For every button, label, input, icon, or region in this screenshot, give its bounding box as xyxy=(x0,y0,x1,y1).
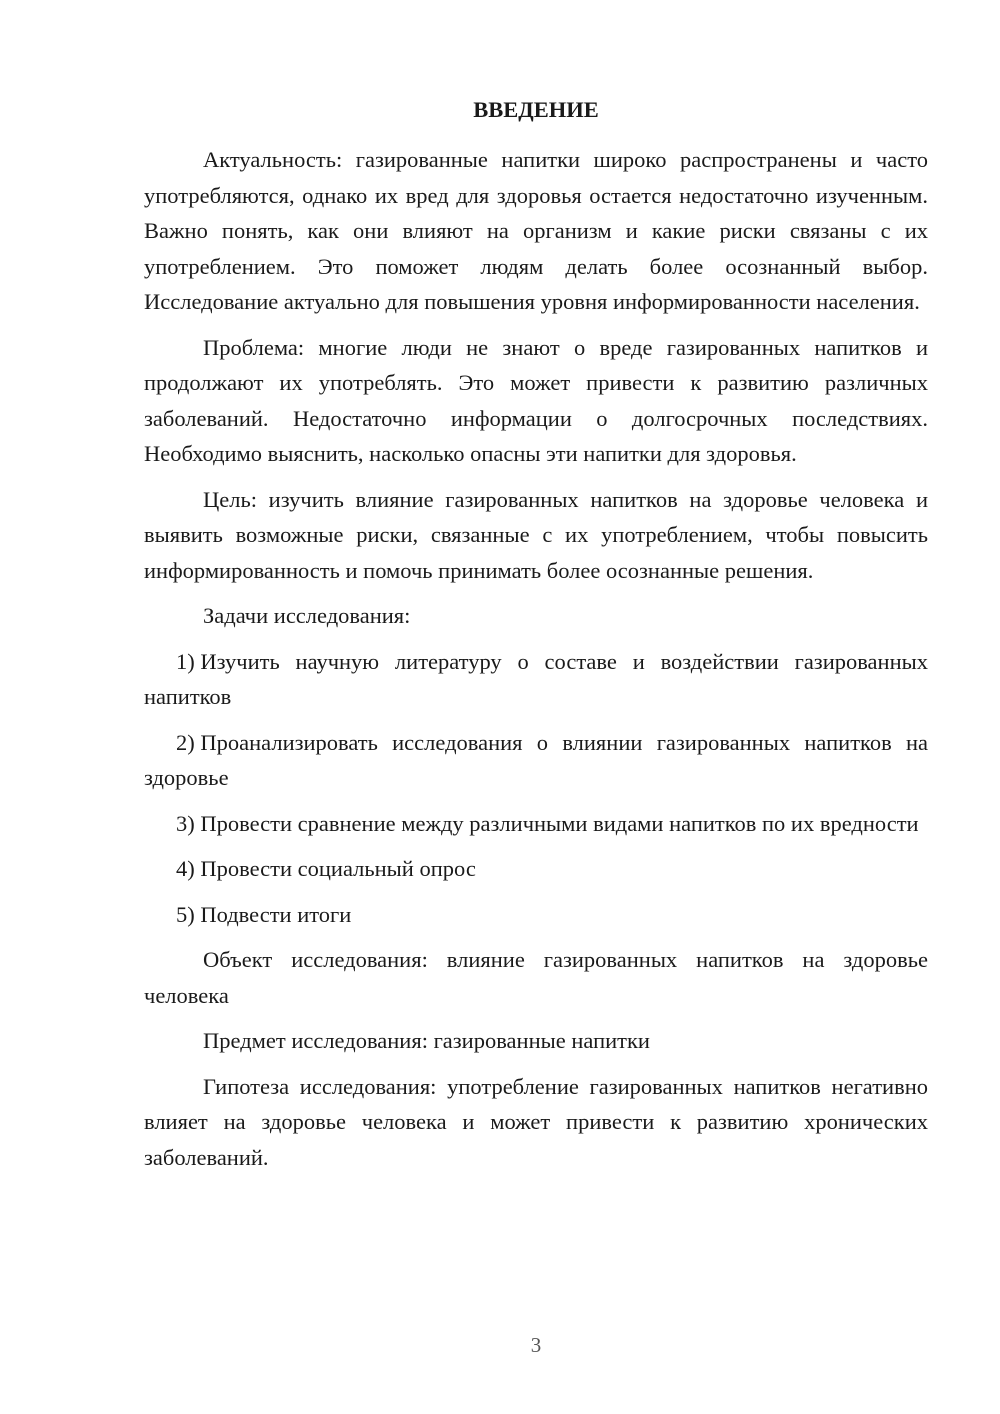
task-number: 5) xyxy=(176,901,195,927)
page-title: ВВЕДЕНИЕ xyxy=(473,97,599,122)
tasks-heading: Задачи исследования: xyxy=(203,603,411,628)
problem-paragraph: Проблема: многие люди не знают о вреде газированных напитков и продолжают их употреблять. Это может привести к развитию различных заболеваний. Недостаточно информации о долгосрочных последствиях. Необходимо выяснить, насколько опасны эти напитки для здоровья. xyxy=(144,334,928,466)
task-item-5 xyxy=(144,897,928,933)
page-number: 3 xyxy=(530,1333,542,1357)
hypothesis-paragraph: Гипотеза исследования: употребление газированных напитков негативно влияет на здоровье человека и может привести к развитию хронических заболеваний. xyxy=(144,1073,928,1170)
subject-paragraph: Предмет исследования: газированные напитки xyxy=(203,1028,650,1053)
relevance-paragraph: Актуальность: газированные напитки широко распространены и часто употребляются, однако их вред для здоровья остается недостаточно изученным. Важно понять, как они влияют на организм и какие риски связаны с их употреблением. Это поможет людям делать более осознанный выбор. Исследование актуально для повышения уровня информированности населения. xyxy=(144,147,928,314)
task-item-3 xyxy=(144,806,928,842)
goal-paragraph: Цель: изучить влияние газированных напитков на здоровье человека и выявить возможные риски, связанные с их употреблением, чтобы повысить информированность и помочь принимать более осознанные решения. xyxy=(144,486,928,583)
task-number: 4) xyxy=(176,856,195,881)
task-text: Проанализировать исследования о влиянии газированных напитков на здоровье xyxy=(144,729,928,790)
task-text: Подвести итоги xyxy=(200,901,352,927)
task-number: 3) xyxy=(176,810,195,836)
document-body xyxy=(144,142,928,1185)
task-text: Изучить научную литературу о составе и воздействии газированных напитков xyxy=(144,648,928,709)
object-paragraph: Объект исследования: влияние газированных напитков на здоровье человека xyxy=(144,947,928,1008)
task-item-1 xyxy=(144,644,928,715)
task-text: Провести сравнение между различными видами напитков по их вредности xyxy=(200,810,919,836)
task-item-4 xyxy=(144,851,928,887)
task-text: Провести социальный опрос xyxy=(200,856,476,881)
task-number: 1) xyxy=(176,648,195,674)
task-item-2 xyxy=(144,725,928,796)
task-number: 2) xyxy=(176,729,195,755)
